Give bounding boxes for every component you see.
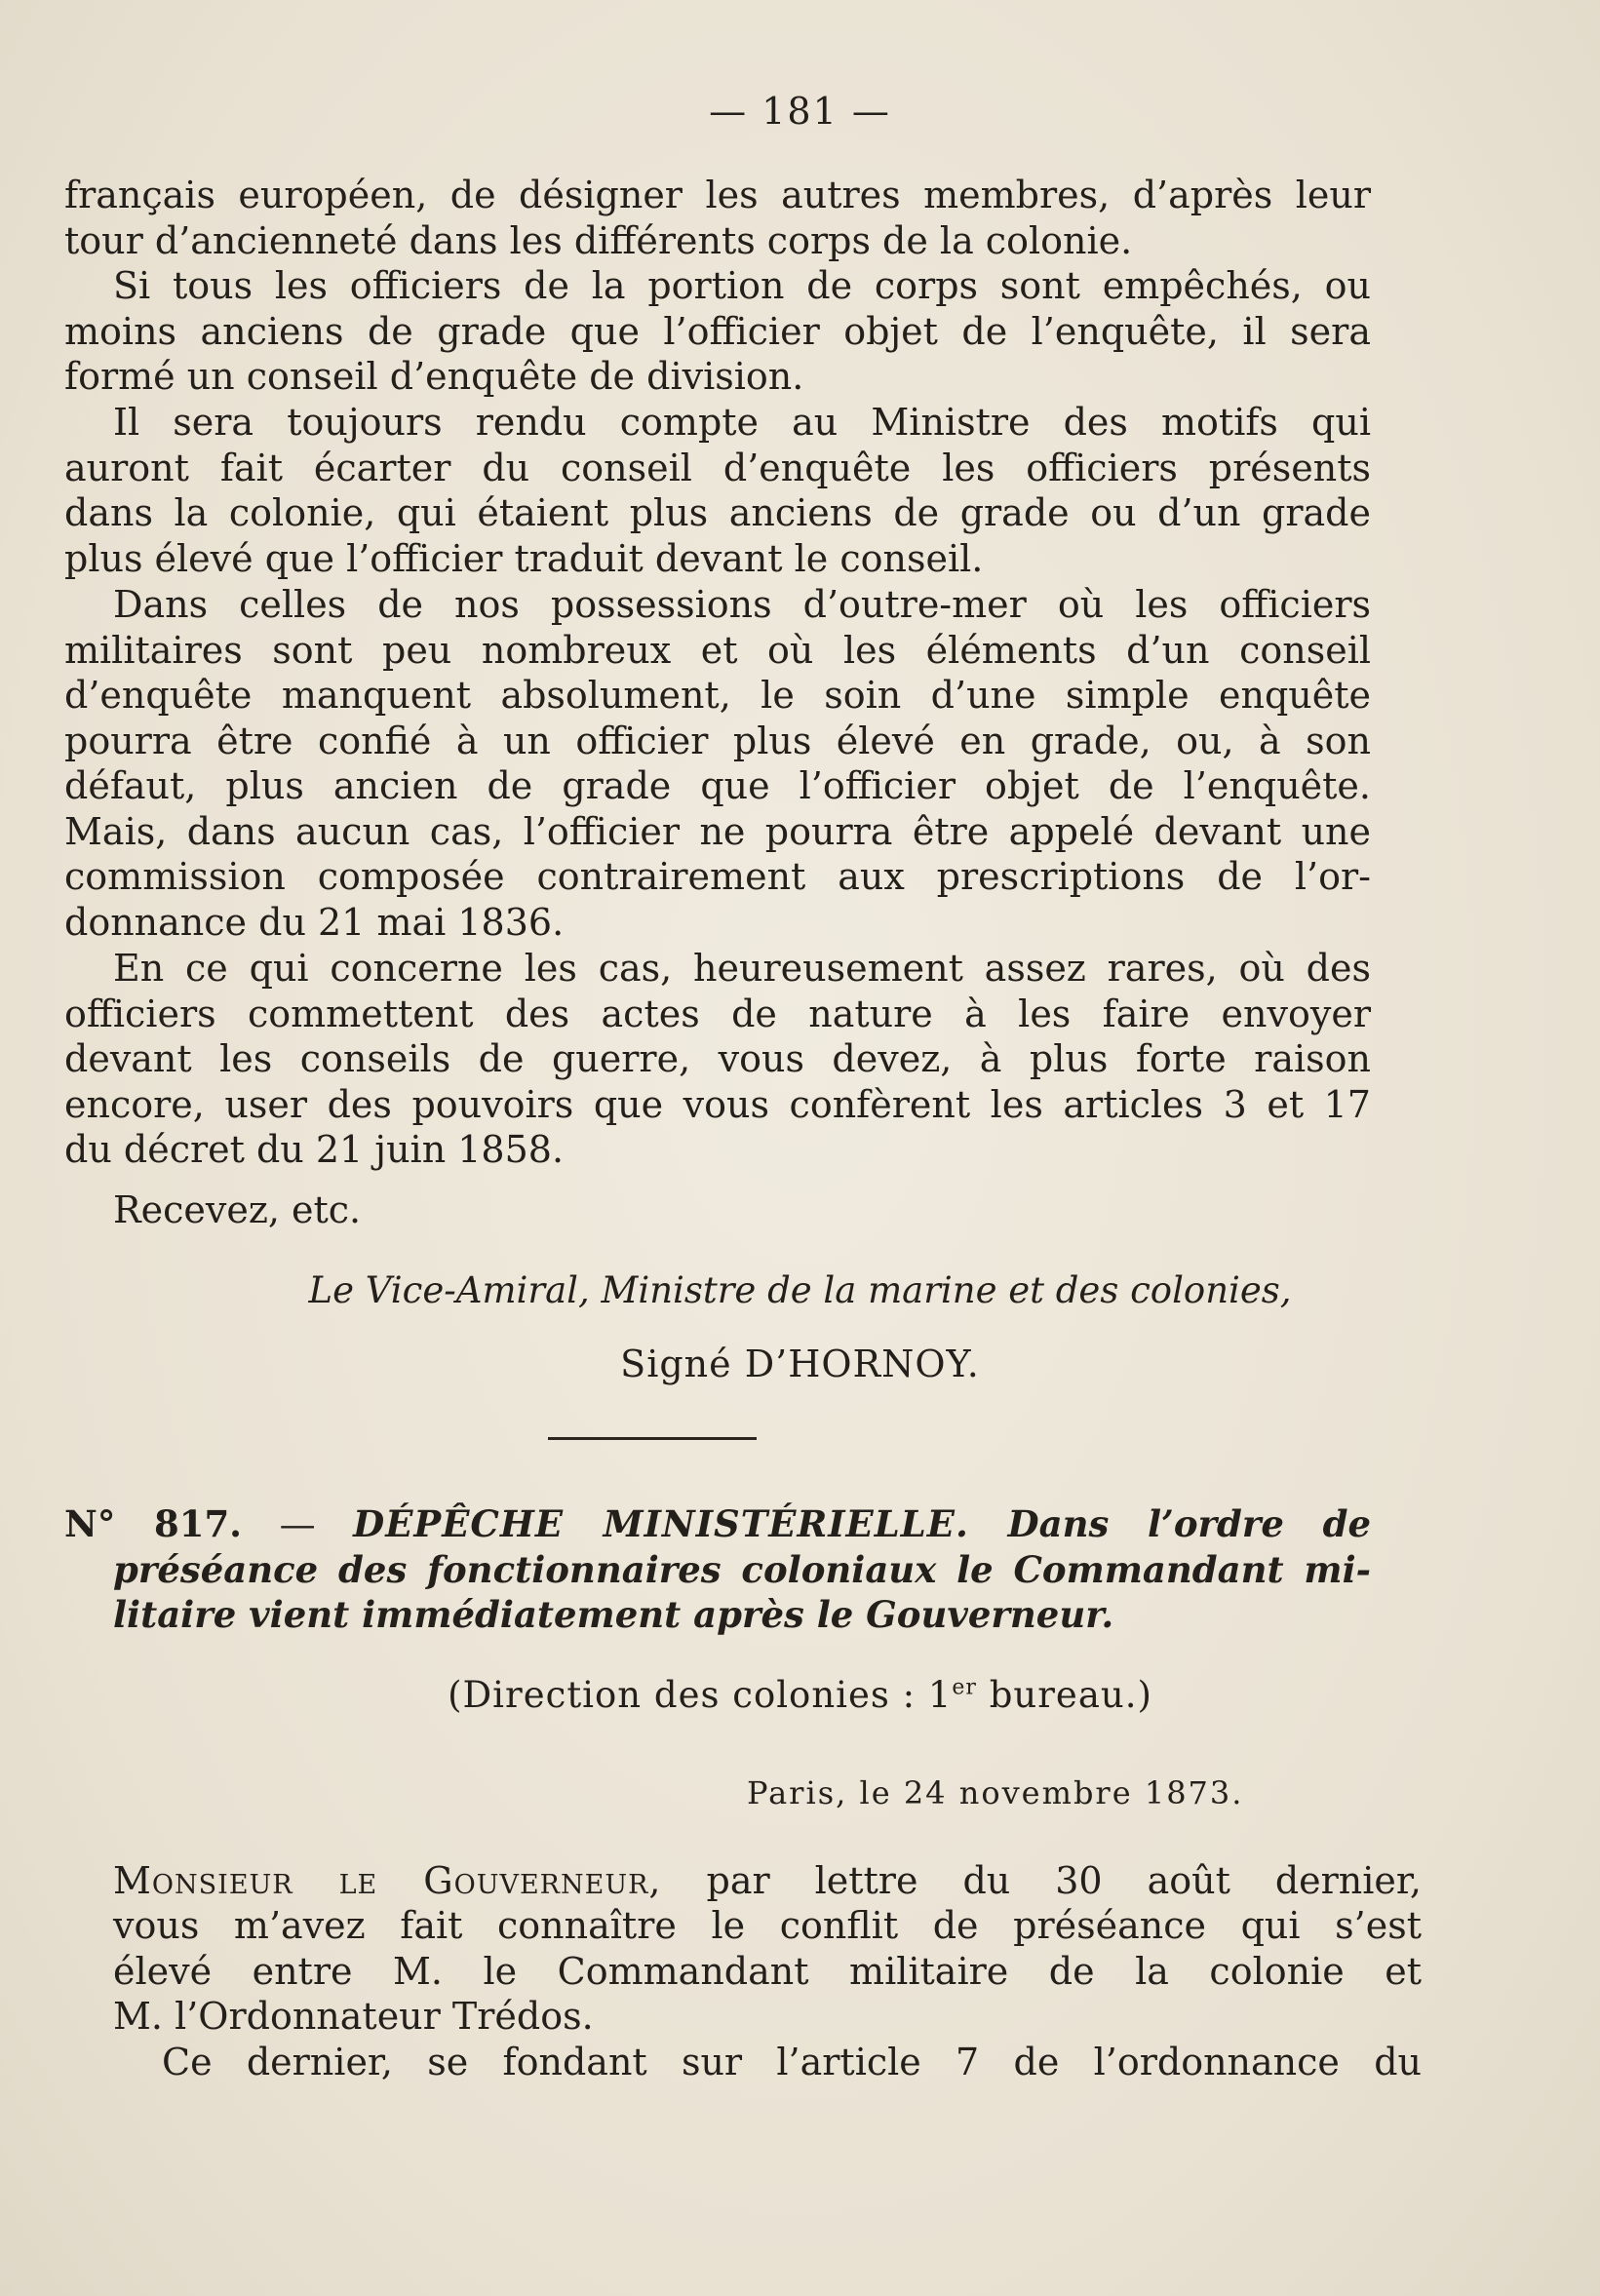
salutation: Monsieur le Gouverneur, — [113, 1859, 662, 1902]
text-line: vous m’avez fait connaître le conflit de préséance qui s’est — [113, 1904, 1422, 1947]
text-line: plus élevé que l’officier traduit devant le conseil. — [64, 536, 984, 580]
text-line: Si tous les officiers de la portion de corps sont empêchés, ou — [113, 264, 1371, 307]
dispatch-summary-line: préséance des fonctionnaires coloniaux le Commandant mi- — [113, 1548, 1371, 1591]
dispatch-heading — [64, 1501, 1371, 1637]
dispatch-number: N° 817. — [64, 1502, 243, 1545]
direction-text: (Direction des colonies : 1 — [448, 1674, 953, 1716]
dispatch-summary-start: Dans l’ordre de — [968, 1502, 1371, 1545]
text-line: devant les conseils de guerre, vous devez, à plus forte raison — [64, 1037, 1371, 1080]
text-line: pourra être confié à un officier plus élevé en grade, ou, à son — [64, 719, 1371, 762]
text-line: Il sera toujours rendu compte au Ministre des motifs qui — [113, 401, 1371, 444]
page-number: — 181 — — [709, 90, 891, 133]
direction-note — [0, 1674, 1600, 1716]
text-line: militaires sont peu nombreux et où les éléments d’un conseil — [64, 628, 1371, 672]
direction-superscript: er — [952, 1675, 977, 1700]
paragraph-continuation — [64, 173, 1371, 263]
text-line: officiers commettent des actes de nature à les faire envoyer — [64, 992, 1371, 1035]
text-line: défaut, plus ancien de grade que l’officier objet de l’enquête. — [64, 764, 1371, 807]
paragraph-possessions — [64, 582, 1371, 945]
signature-title: Le Vice-Amiral, Ministre de la marine et des colonies, — [308, 1269, 1292, 1311]
text-line: M. l’Ordonnateur Trédos. — [113, 1995, 594, 2038]
text-line: moins anciens de grade que l’officier objet de l’enquête, il sera — [64, 309, 1371, 353]
letter-body — [113, 1858, 1422, 1904]
text-line: Ce dernier, se fondant sur l’article 7 de l’ordonnance du — [162, 2040, 1422, 2083]
closing-formula: Recevez, etc. — [113, 1188, 362, 1231]
dispatch-summary-line: litaire vient immédiatement après le Gouverneur. — [113, 1593, 1114, 1636]
text-line: formé un conseil d’enquête de division. — [64, 355, 804, 398]
paragraph-empechement — [64, 263, 1371, 400]
text-line: encore, user des pouvoirs que vous confèrent les articles 3 et 17 — [64, 1082, 1371, 1126]
text-line: commission composée contrairement aux prescriptions de l’or- — [64, 855, 1371, 898]
text-line — [113, 1858, 1422, 1904]
dateline: Paris, le 24 novembre 1873. — [747, 1774, 1244, 1811]
direction-text-end: bureau.) — [976, 1674, 1152, 1716]
text-line: donnance du 21 mai 1836. — [64, 900, 565, 944]
text-line: du décret du 21 juin 1858. — [64, 1128, 565, 1171]
text-line: français européen, de désigner les autres membres, d’après leur — [64, 174, 1371, 216]
text-line: Dans celles de nos possessions d’outre-mer où les officiers — [113, 583, 1371, 626]
signature-name: Signé D’HORNOY. — [620, 1343, 980, 1385]
paragraph-conseils-guerre — [64, 946, 1371, 1173]
text-line: d’enquête manquent absolument, le soin d’une simple enquête — [64, 674, 1371, 717]
section-divider — [548, 1437, 757, 1440]
text-line: dans la colonie, qui étaient plus anciens de grade ou d’un grade — [64, 491, 1371, 534]
text-line: tour d’ancienneté dans les différents corps de la colonie. — [64, 218, 1133, 262]
text-line: Mais, dans aucun cas, l’officier ne pourra être appelé devant une — [64, 809, 1371, 853]
text-line: auront fait écarter du conseil d’enquête les officiers présents — [64, 446, 1371, 489]
heading-dash: — — [242, 1503, 354, 1545]
dispatch-type: DÉPÊCHE MINISTÉRIELLE. — [353, 1502, 969, 1545]
letter-body-continued — [113, 1903, 1422, 2084]
salutation-rest: par lettre du 30 août dernier, — [661, 1859, 1422, 1902]
text-line: En ce qui concerne les cas, heureusement assez rares, où des — [113, 947, 1371, 990]
text-line: élevé entre M. le Commandant militaire de la colonie et — [113, 1949, 1422, 1993]
paragraph-compte-rendu — [64, 400, 1371, 581]
heading-line — [64, 1501, 1371, 1547]
